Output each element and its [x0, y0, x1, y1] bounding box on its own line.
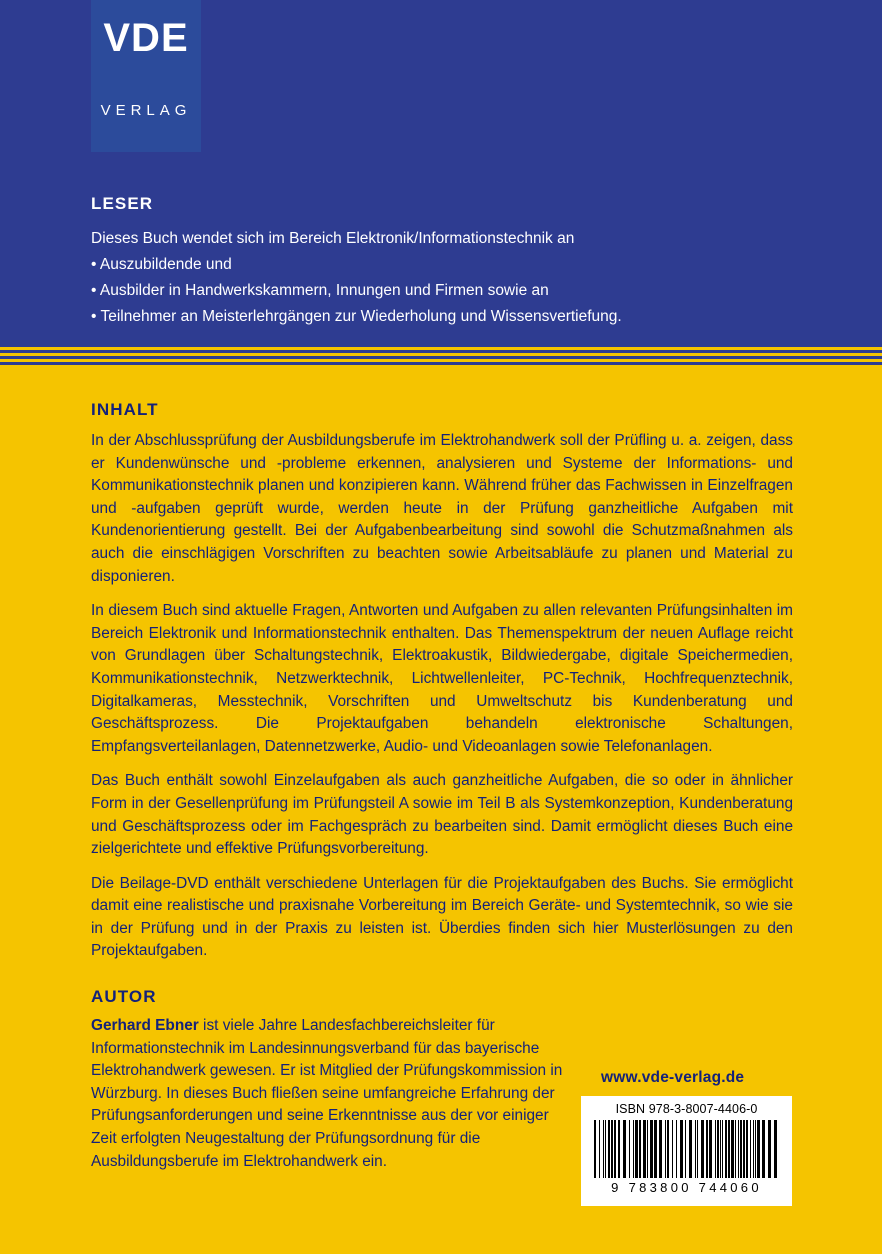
- barcode-digits: 9 783800 744060: [611, 1180, 762, 1195]
- publisher-banner: [0, 0, 882, 344]
- reader-intro: Dieses Buch wendet sich im Bereich Elektronik/Informationstechnik an: [91, 230, 575, 247]
- barcode-block: [581, 1096, 792, 1206]
- reader-section: [91, 194, 811, 330]
- reader-bullet-1: • Auszubildende und: [91, 256, 232, 273]
- content-paragraph-2: In diesem Buch sind aktuelle Fragen, Antworten und Aufgaben zu allen relevanten Prüfungsinhalten im Bereich Elektronik und Informationstechnik enthalten. Das Themenspektrum der neuen Auflage reicht von Grundlagen über Schaltungstechnik, Elektroakustik, Bildwiedergabe, digitale Speichermedien, Kommunikationstechnik, Netzwerktechnik, Lichtwellenleiter, PC-Technik, Hochfrequenztechnik, Digitalkameras, Messtechnik, Vorschriften und Umweltschutz bis Kundenberatung und Geschäftsprozess. Die Projektaufgaben behandeln elektronische Schaltungen, Empfangsverteilanlagen, Datennetzwerke, Audio- und Videoanlagen sowie Telefonanlagen.: [91, 602, 793, 755]
- logo-subtitle: VERLAG: [100, 102, 192, 119]
- stripe-line-4: [0, 365, 882, 372]
- stripe-line-2: [0, 353, 882, 356]
- author-heading: AUTOR: [91, 987, 157, 1007]
- stripe-line-1: [0, 347, 882, 350]
- reader-heading: LESER: [91, 194, 154, 213]
- reader-bullet-3: • Teilnehmer an Meisterlehrgängen zur Wiederholung und Wissensvertiefung.: [91, 308, 622, 325]
- author-name: Gerhard Ebner: [91, 1017, 199, 1035]
- vde-verlag-logo: [91, 0, 201, 152]
- author-bio: [91, 1015, 571, 1173]
- reader-bullet-2: • Ausbilder in Handwerkskammern, Innungen und Firmen sowie an: [91, 282, 549, 299]
- logo-wordmark: VDE: [103, 16, 189, 60]
- content-paragraph-1: In der Abschlussprüfung der Ausbildungsberufe im Elektrohandwerk soll der Prüfling u. a. zeigen, dass er Kundenwünsche und -probleme erkennen, analysieren und Systeme der Informations- und Kommunikationstechnik planen und konzipieren kann. Während früher das Fachwissen in Einzelfragen und -aufgaben geprüft wurde, werden heute in der Prüfung ganzheitliche Aufgaben mit Kundenorientierung gestellt. Bei der Aufgabenbearbeitung sind sowohl die Schutzmaßnahmen als auch die einschlägigen Vorschriften zu beachten sowie Arbeitsabläufe zu planen und Material zu disponieren.: [91, 432, 793, 585]
- stripe-line-3: [0, 359, 882, 362]
- publisher-website[interactable]: www.vde-verlag.de: [601, 1069, 745, 1086]
- barcode-bars: [594, 1120, 780, 1178]
- isbn-label: ISBN 978-3-8007-4406-0: [615, 1102, 758, 1116]
- content-paragraph-4: Die Beilage-DVD enthält verschiedene Unterlagen für die Projektaufgaben des Buchs. Sie ermöglicht damit eine realistische und praxisnahe Vorbereitung im Bereich Geräte- und Systemtechnik, so wie sie in der Prüfung und in der Praxis zu leisten ist. Überdies finden sich hier Musterlösungen zu den Projektaufgaben.: [91, 874, 793, 960]
- stripe-divider: [0, 344, 882, 372]
- author-bio-text: ist viele Jahre Landesfachbereichsleiter für Informationstechnik im Landesinnungsverband für das bayerische Elektrohandwerk gewesen. Er ist Mitglied der Prüfungskommission in Würzburg. In dieses Buch fließen seine umfangreiche Erfahrung der Prüfungsanforderungen und seine Erkenntnisse aus der vor einiger Zeit erfolgten Neugestaltung der Prüfungsordnung für die Ausbildungsberufe im Elektrohandwerk ein.: [91, 1017, 563, 1170]
- content-paragraph-3: Das Buch enthält sowohl Einzelaufgaben als auch ganzheitliche Aufgaben, die so oder in ähnlicher Form in der Gesellenprüfung im Prüfungsteil A sowie im Teil B als Systemkonzeption, Kundenberatung und Geschäftsprozess oder im Fachgespräch zu bearbeiten sind. Damit ermöglicht dieses Buch eine zielgerichtete und effektive Prüfungsvorbereitung.: [91, 772, 793, 858]
- content-heading: INHALT: [91, 400, 159, 419]
- content-section: [91, 400, 793, 1173]
